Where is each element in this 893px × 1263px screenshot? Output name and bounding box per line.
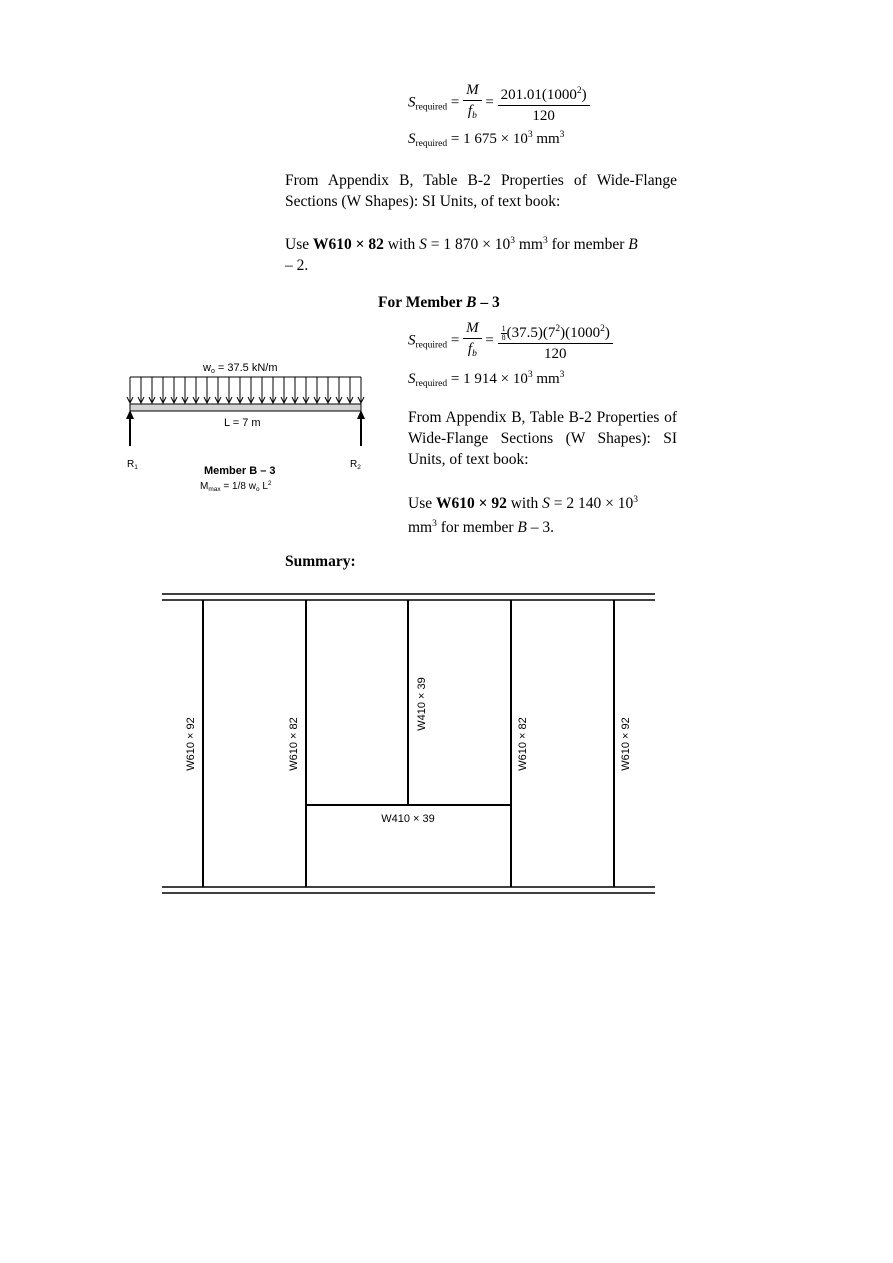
beam-label-3: W410 × 39	[416, 677, 428, 731]
one-eighth-fraction: $\frac{1}{8}$	[501, 323, 506, 342]
beam-label-5: W610 × 92	[620, 717, 632, 771]
appendix-reference-b2: From Appendix B, Table B-2 Properties of Wide-Flange Sections (W Shapes): SI Units, of text book:	[285, 172, 677, 210]
span-label: L = 7 m	[224, 417, 261, 429]
fraction-m-over-fb: $\frac{M}{f_b}$	[463, 318, 482, 364]
fraction-distributed-load-moment: $\frac{1}{8}$ $(37.5)(7^2)(1000^2)$ 120	[498, 319, 613, 364]
denominator-value: 120	[532, 107, 555, 124]
beam-label-4: W610 × 82	[517, 717, 529, 771]
beam-body	[130, 404, 361, 411]
numerator-close: )	[581, 86, 587, 103]
equation-s-required-b2	[408, 80, 590, 126]
heading-member-b3: For Member B – 3	[378, 294, 500, 311]
max-moment-formula: $M_{max} = 1/8$ $w_o$ $L^2$	[200, 480, 272, 493]
equals-sign: =	[450, 94, 460, 111]
required-subscript: required	[415, 139, 448, 149]
reaction-r2-label: $R_2$	[350, 459, 361, 471]
equation-s-required-b3: $S_{required}$ = $\frac{M}{f_b}$ = $\frac{1}{8}$ $(37.5)(7^2)(1000^2)$ 120	[408, 318, 613, 364]
equals-sign: =	[485, 94, 494, 111]
result-exponent: 3	[527, 130, 533, 140]
result-unit-exponent: 3	[559, 130, 565, 140]
beam-load-diagram	[120, 352, 380, 502]
distributed-load-arrows	[127, 377, 364, 403]
s-symbol: S	[408, 131, 416, 147]
result-value: = 1 675 × 10	[450, 131, 528, 147]
section-selection-b3: Use W610 × 92 with S = 2 $140 \times 10^3$ $mm^3$ for member B – 3.	[408, 495, 638, 536]
result-unit: mm	[532, 131, 560, 147]
s-symbol: S	[408, 94, 416, 111]
beam-label-1: W610 × 92	[185, 717, 197, 771]
load-intensity-label: wo = 37.5 kN/m	[203, 362, 278, 375]
selected-section: W610 × 92	[435, 495, 507, 512]
fb-subscript: b	[472, 111, 477, 121]
appendix-reference-b3: From Appendix B, Table B-2 Properties of Wide-Flange Sections (W Shapes): SI Units, of text book:	[408, 409, 677, 468]
numerator-exponent: 2	[576, 85, 582, 96]
required-subscript: required	[415, 102, 448, 113]
equation-s-required-result-b2	[408, 130, 564, 149]
fraction-m-over-fb	[463, 80, 482, 126]
floor-framing-plan	[160, 590, 660, 900]
member-caption: Member B – 3	[204, 465, 276, 477]
beam-label-2: W610 × 82	[288, 717, 300, 771]
selected-section: W610 × 82	[312, 236, 384, 253]
section-selection-b2: Use W610 × 82 with S = 1 $870 \times 10^3$ $mm^3$ for member B – 2.	[285, 236, 638, 274]
summary-heading: Summary:	[285, 553, 356, 570]
equation-s-required-result-b3: $S_{required} = 1$ $914 \times 10^3$ $mm^3$	[408, 370, 565, 389]
fraction-moment-value	[498, 81, 590, 126]
reaction-r1-label: $R_1$	[127, 459, 138, 471]
fb-symbol: f	[467, 103, 473, 119]
fraction-numerator: M	[463, 80, 482, 101]
horizontal-beam-label: W410 × 39	[381, 813, 435, 825]
numerator-value: 201.01(1000	[500, 86, 577, 103]
